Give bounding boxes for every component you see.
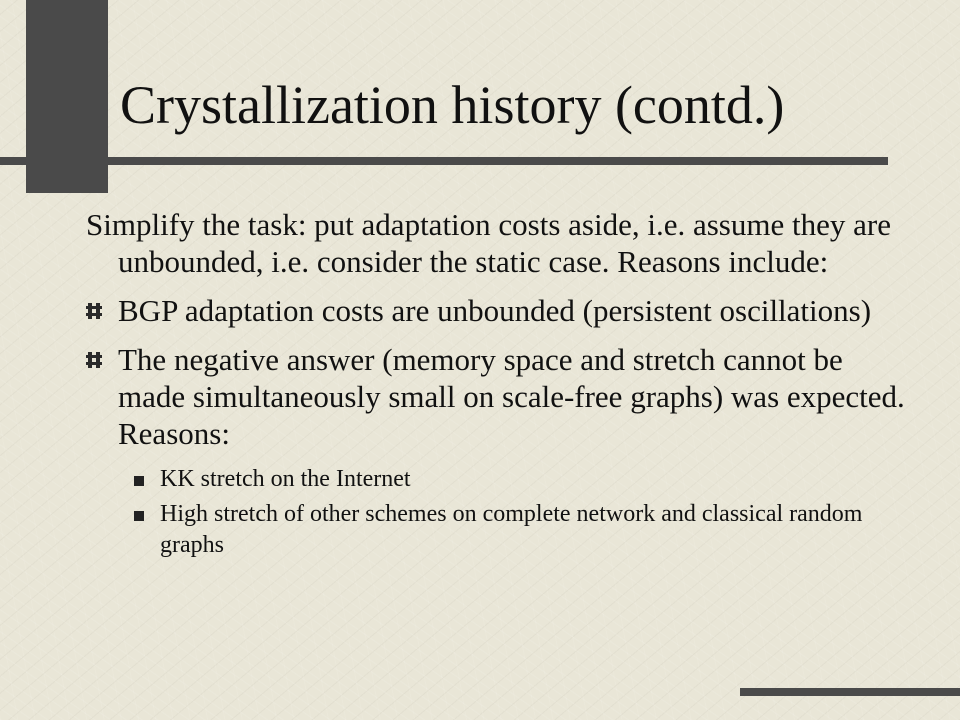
sub-bullet-text: High stretch of other schemes on complete network and classical random graphs [160,501,863,558]
bottom-rule [740,688,960,696]
sub-bullet-text: KK stretch on the Internet [160,466,411,492]
bullet-text: BGP adaptation costs are unbounded (persistent oscillations) [118,293,872,328]
square-bullet-icon [134,511,144,521]
hash-bullet-icon [86,302,102,320]
sub-bullet-item [86,464,906,495]
slide-title: Crystallization history (contd.) [120,75,785,135]
bullet-item [86,292,906,329]
slide-body [86,206,906,565]
sub-bullet-item [86,499,906,561]
title-rule [0,157,888,165]
bullet-text: The negative answer (memory space and stretch cannot be made simultaneously small on scale-free graphs) was expected. Reasons: [118,342,905,451]
square-bullet-icon [134,476,144,486]
intro-paragraph: Simplify the task: put adaptation costs aside, i.e. assume they are unbounded, i.e. consider the static case. Reasons include: [86,207,891,279]
hash-bullet-icon [86,351,102,369]
bullet-item [86,341,906,452]
